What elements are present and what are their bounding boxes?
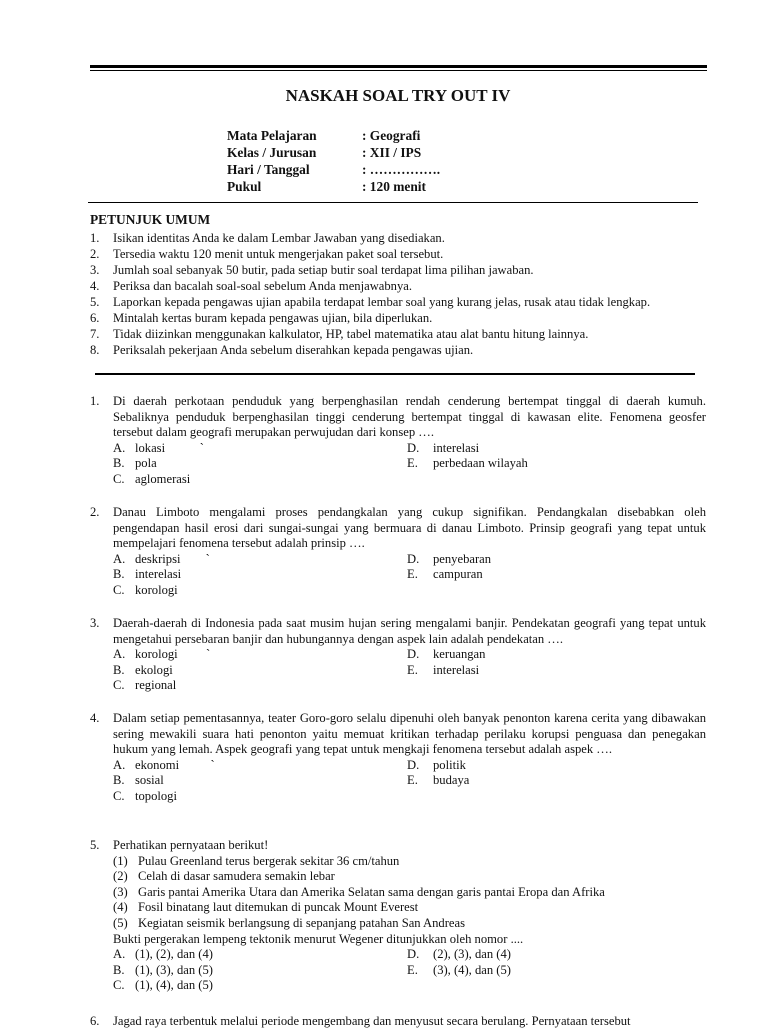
info-key: Mata Pelajaran	[227, 128, 317, 143]
option-text: (1), (2), dan (4)	[135, 947, 213, 962]
option-text: lokasi `	[135, 440, 204, 455]
option-text: sosial	[135, 773, 164, 788]
list-item	[90, 343, 710, 359]
question-number: 2.	[90, 505, 100, 519]
option-text: deskripsi `	[135, 551, 210, 566]
option-c	[113, 978, 407, 994]
instructions-title: PETUNJUK UMUM	[90, 212, 211, 227]
info-value: : XII / IPS	[362, 145, 422, 160]
question-number: 3.	[90, 616, 100, 630]
option-letter: A.	[113, 757, 126, 772]
statement-item	[113, 900, 706, 916]
option-letter: A.	[113, 647, 126, 662]
option-b	[113, 663, 407, 679]
option-b	[113, 456, 407, 472]
info-rule	[88, 202, 698, 203]
option-c	[113, 472, 407, 488]
option-text: pola	[135, 456, 157, 471]
option-d	[407, 947, 706, 963]
question-number: 1.	[90, 394, 100, 408]
statement-text: Pulau Greenland terus bergerak sekitar 36 cm/tahun	[138, 853, 400, 868]
question-number: 4.	[90, 711, 100, 725]
top-rule-thin	[90, 70, 707, 71]
option-text: (1), (4), dan (5)	[135, 978, 213, 993]
item-number: 1.	[90, 231, 100, 245]
option-e	[407, 567, 706, 583]
option-text: interelasi	[433, 440, 480, 455]
info-key: Hari / Tanggal	[227, 162, 310, 177]
option-a	[113, 758, 407, 774]
statement-number: (1)	[113, 853, 128, 868]
option-d	[407, 441, 706, 457]
option-letter: B.	[113, 962, 125, 977]
statement-text: Garis pantai Amerika Utara dan Amerika Selatan sama dengan garis pantai Eropa dan Afrika	[138, 884, 605, 899]
list-item	[90, 231, 710, 247]
option-text: (2), (3), dan (4)	[433, 947, 511, 962]
statement-text: Fosil binatang laut ditemukan di puncak Mount Everest	[138, 900, 419, 915]
option-letter: A.	[113, 947, 126, 962]
option-letter: D.	[407, 551, 420, 566]
option-text: budaya	[433, 773, 470, 788]
option-text: topologi	[135, 788, 177, 803]
option-e	[407, 456, 706, 472]
instructions-rule	[95, 373, 695, 375]
list-item	[90, 327, 710, 343]
statement-text: Kegiatan seismik berlangsung di sepanjang patahan San Andreas	[138, 915, 466, 930]
list-item	[90, 311, 710, 327]
option-text: interelasi	[135, 567, 182, 582]
statement-number: (5)	[113, 915, 128, 930]
option-letter: E.	[407, 662, 418, 677]
option-c	[113, 583, 407, 599]
item-text: Laporkan kepada pengawas ujian apabila terdapat lembar soal yang kurang jelas, rusak atau tidak lengkap.	[113, 295, 651, 309]
option-letter: B.	[113, 456, 125, 471]
item-text: Periksa dan bacalah soal-soal sebelum Anda menjawabnya.	[113, 279, 413, 293]
option-text: campuran	[433, 567, 483, 582]
option-e	[407, 773, 706, 789]
option-d	[407, 647, 706, 663]
info-row-class	[227, 144, 440, 161]
option-letter: C.	[113, 978, 125, 993]
statement-item	[113, 869, 706, 885]
info-value: : Geografi	[362, 128, 421, 143]
option-text: keruangan	[433, 647, 486, 662]
item-number: 4.	[90, 279, 100, 293]
option-letter: C.	[113, 471, 125, 486]
list-item	[90, 279, 710, 295]
statement-item	[113, 885, 706, 901]
list-item	[90, 247, 710, 263]
item-text: Tidak diizinkan menggunakan kalkulator, HP, tabel matematika atau alat bantu hitung lainnya.	[113, 327, 589, 341]
statement-number: (3)	[113, 884, 128, 899]
item-text: Isikan identitas Anda ke dalam Lembar Jawaban yang disediakan.	[113, 231, 445, 245]
question-stem: Dalam setiap pementasannya, teater Goro-goro selalu dipenuhi oleh banyak penonton karena cerita yang dibawakan sering mewakili suara hati penonton yaitu memuat kritikan terhadap perilaku korupsi penguasa dan penegakan hukum yang lemah. Aspek geografi yang tepat untuk mengkaji fenomena tersebut adalah aspek ….	[113, 711, 706, 757]
info-row-date	[227, 161, 440, 178]
list-item	[90, 263, 710, 279]
option-text: korologi `	[135, 647, 211, 662]
option-d	[407, 758, 706, 774]
option-a	[113, 552, 407, 568]
statement-number: (2)	[113, 869, 128, 884]
question-3	[90, 616, 706, 694]
item-number: 2.	[90, 247, 100, 261]
option-letter: E.	[407, 962, 418, 977]
option-text: korologi	[135, 582, 178, 597]
item-text: Jumlah soal sebanyak 50 butir, pada setiap butir soal terdapat lima pilihan jawaban.	[113, 263, 534, 277]
option-a	[113, 647, 407, 663]
item-text: Tersedia waktu 120 menit untuk mengerjakan paket soal tersebut.	[113, 247, 444, 261]
question-stem: Daerah-daerah di Indonesia pada saat musim hujan sering mengalami banjir. Pendekatan geografi yang tepat untuk mengetahui persebaran banjir dan hubungannya dengan aspek lain adalah pendekatan ….	[113, 616, 706, 646]
option-text: regional	[135, 678, 177, 693]
option-text: (1), (3), dan (5)	[135, 962, 213, 977]
option-letter: E.	[407, 773, 418, 788]
statement-item	[113, 854, 706, 870]
info-key: Kelas / Jurusan	[227, 145, 317, 160]
option-e	[407, 663, 706, 679]
instructions-list	[90, 231, 710, 359]
option-a	[113, 947, 407, 963]
list-item	[90, 295, 710, 311]
option-c	[113, 678, 407, 694]
item-text: Mintalah kertas buram kepada pengawas ujian, bila diperlukan.	[113, 311, 433, 325]
option-text: ekologi	[135, 662, 173, 677]
question-5	[90, 838, 706, 994]
question-6	[90, 1014, 706, 1030]
question-stem: Danau Limboto mengalami proses pendangkalan yang cukup signifikan. Pendangkalan disebabkan oleh pengendapan hasil erosi dari sungai-sungai yang bermuara di danau Limboto. Prinsip geografi yang tepat untuk mempelajari fenomena tersebut adalah prinsip ….	[113, 505, 706, 551]
option-letter: B.	[113, 773, 125, 788]
option-text: aglomerasi	[135, 471, 191, 486]
option-letter: C.	[113, 678, 125, 693]
option-a	[113, 441, 407, 457]
statement-item	[113, 916, 706, 932]
question-4	[90, 711, 706, 805]
option-letter: A.	[113, 440, 126, 455]
question-stem: Di daerah perkotaan penduduk yang berpenghasilan rendah cenderung bertempat tinggal di daerah kumuh. Sebaliknya penduduk berpenghasilan tinggi cenderung bertempat tinggal di kawasan elite. Fenomena geosfer tersebut dalam geografi merupakan perwujudan dari konsep ….	[113, 394, 706, 440]
item-number: 8.	[90, 343, 100, 357]
question-stem: Perhatikan pernyataan berikut!	[113, 838, 269, 852]
option-letter: C.	[113, 582, 125, 597]
option-letter: B.	[113, 567, 125, 582]
option-letter: E.	[407, 456, 418, 471]
item-number: 6.	[90, 311, 100, 325]
question-number: 5.	[90, 838, 100, 852]
top-rule-thick	[90, 65, 707, 68]
option-letter: D.	[407, 947, 420, 962]
info-key: Pukul	[227, 179, 262, 194]
item-number: 3.	[90, 263, 100, 277]
item-text: Periksalah pekerjaan Anda sebelum diserahkan kepada pengawas ujian.	[113, 343, 474, 357]
option-letter: D.	[407, 647, 420, 662]
option-letter: C.	[113, 788, 125, 803]
option-e	[407, 963, 706, 979]
question-number: 6.	[90, 1014, 100, 1028]
info-value: : 120 menit	[362, 179, 426, 194]
option-letter: D.	[407, 757, 420, 772]
option-c	[113, 789, 407, 805]
option-text: perbedaan wilayah	[433, 456, 528, 471]
option-b	[113, 567, 407, 583]
statement-number: (4)	[113, 900, 128, 915]
question-1	[90, 394, 706, 488]
option-d	[407, 552, 706, 568]
option-letter: D.	[407, 440, 420, 455]
item-number: 5.	[90, 295, 100, 309]
option-text: ekonomi `	[135, 757, 215, 772]
option-letter: B.	[113, 662, 125, 677]
option-text: (3), (4), dan (5)	[433, 962, 511, 977]
option-letter: A.	[113, 551, 126, 566]
info-row-subject	[227, 127, 440, 144]
option-text: penyebaran	[433, 551, 492, 566]
option-letter: E.	[407, 567, 418, 582]
statement-text: Celah di dasar samudera semakin lebar	[138, 869, 335, 884]
question-tail: Bukti pergerakan lempeng tektonik menurut Wegener ditunjukkan oleh nomor ....	[113, 931, 524, 946]
option-text: politik	[433, 757, 466, 772]
option-text: interelasi	[433, 662, 480, 677]
item-number: 7.	[90, 327, 100, 341]
question-stem: Jagad raya terbentuk melalui periode mengembang dan menyusut secara berulang. Pernyataan tersebut	[113, 1014, 631, 1028]
info-value: : …………….	[362, 162, 441, 177]
page-title: NASKAH SOAL TRY OUT IV	[285, 86, 511, 105]
option-b	[113, 773, 407, 789]
exam-info	[227, 127, 440, 195]
question-2	[90, 505, 706, 599]
info-row-time	[227, 178, 440, 195]
option-b	[113, 963, 407, 979]
